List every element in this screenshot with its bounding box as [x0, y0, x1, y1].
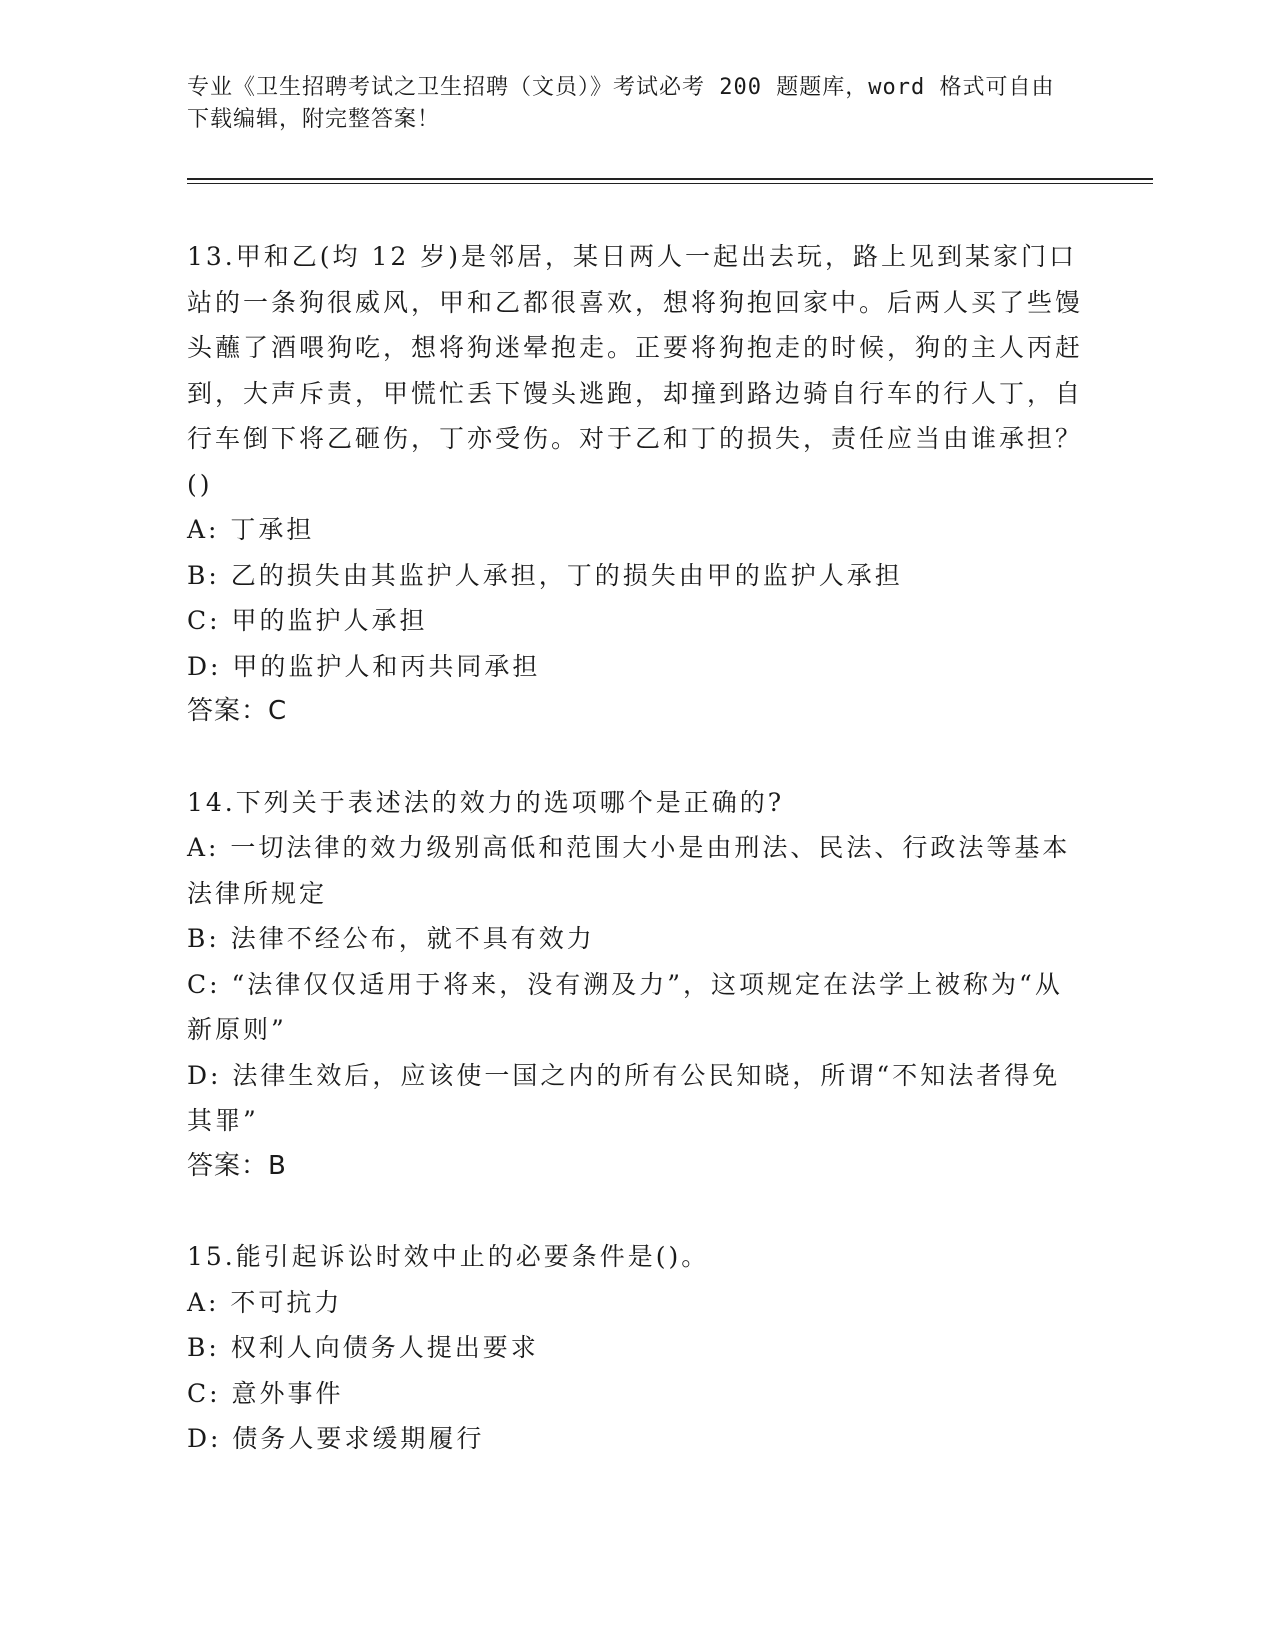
- option-c: C: 甲的监护人承担: [187, 606, 428, 635]
- option-d: D: 甲的监护人和丙共同承担: [187, 651, 541, 681]
- header-text: 专业《卫生招聘考试之卫生招聘（文员）》考试必考 200 题题库，word 格式可自由下载编辑，附完整答案！: [187, 75, 1055, 132]
- answer-line: 答案：C: [187, 696, 288, 726]
- header-divider: [187, 178, 1153, 184]
- option-c: C: 意外事件: [187, 1378, 344, 1408]
- question-stem: 14.下列关于表述法的效力的选项哪个是正确的?: [187, 787, 785, 817]
- question-15: [187, 1234, 1087, 1462]
- option-d: D: 法律生效后，应该使一国之内的所有公民知晓，所谓“不知法者得免其罪”: [187, 1060, 1061, 1135]
- option-b: B: 法律不经公布，就不具有效力: [187, 924, 595, 953]
- answer-line: 答案：B: [187, 1150, 287, 1181]
- question-13: [187, 234, 1087, 735]
- question-list: [187, 234, 1087, 1462]
- option-d: D: 债务人要求缓期履行: [187, 1424, 485, 1453]
- spacer: [187, 735, 1087, 780]
- question-stem: 15.能引起诉讼时效中止的必要条件是()。: [187, 1242, 710, 1271]
- spacer: [187, 1189, 1087, 1234]
- option-b: B: 权利人向债务人提出要求: [187, 1333, 539, 1362]
- question-14: [187, 780, 1087, 1190]
- option-a: A: 不可抗力: [187, 1287, 343, 1317]
- option-a: A: 丁承担: [187, 515, 315, 544]
- document-header: [187, 72, 1067, 136]
- option-a: A: 一切法律的效力级别高低和范围大小是由刑法、民法、行政法等基本法律所规定: [187, 833, 1071, 908]
- option-c: C: “法律仅仅适用于将来，没有溯及力”，这项规定在法学上被称为“从新原则”: [187, 969, 1063, 1044]
- question-stem: 13.甲和乙(均 12 岁)是邻居，某日两人一起出去玩，路上见到某家门口站的一条狗很威风，甲和乙都很喜欢，想将狗抱回家中。后两人买了些馒头蘸了酒喂狗吃，想将狗迷晕抱走。正要将狗抱走的时候，狗的主人丙赶到，大声斥责，甲慌忙丢下馒头逃跑，却撞到路边骑自行车的行人丁，自行车倒下将乙砸伤，丁亦受伤。对于乙和丁的损失，责任应当由谁承担？(): [187, 242, 1084, 499]
- option-b: B: 乙的损失由其监护人承担，丁的损失由甲的监护人承担: [187, 560, 903, 590]
